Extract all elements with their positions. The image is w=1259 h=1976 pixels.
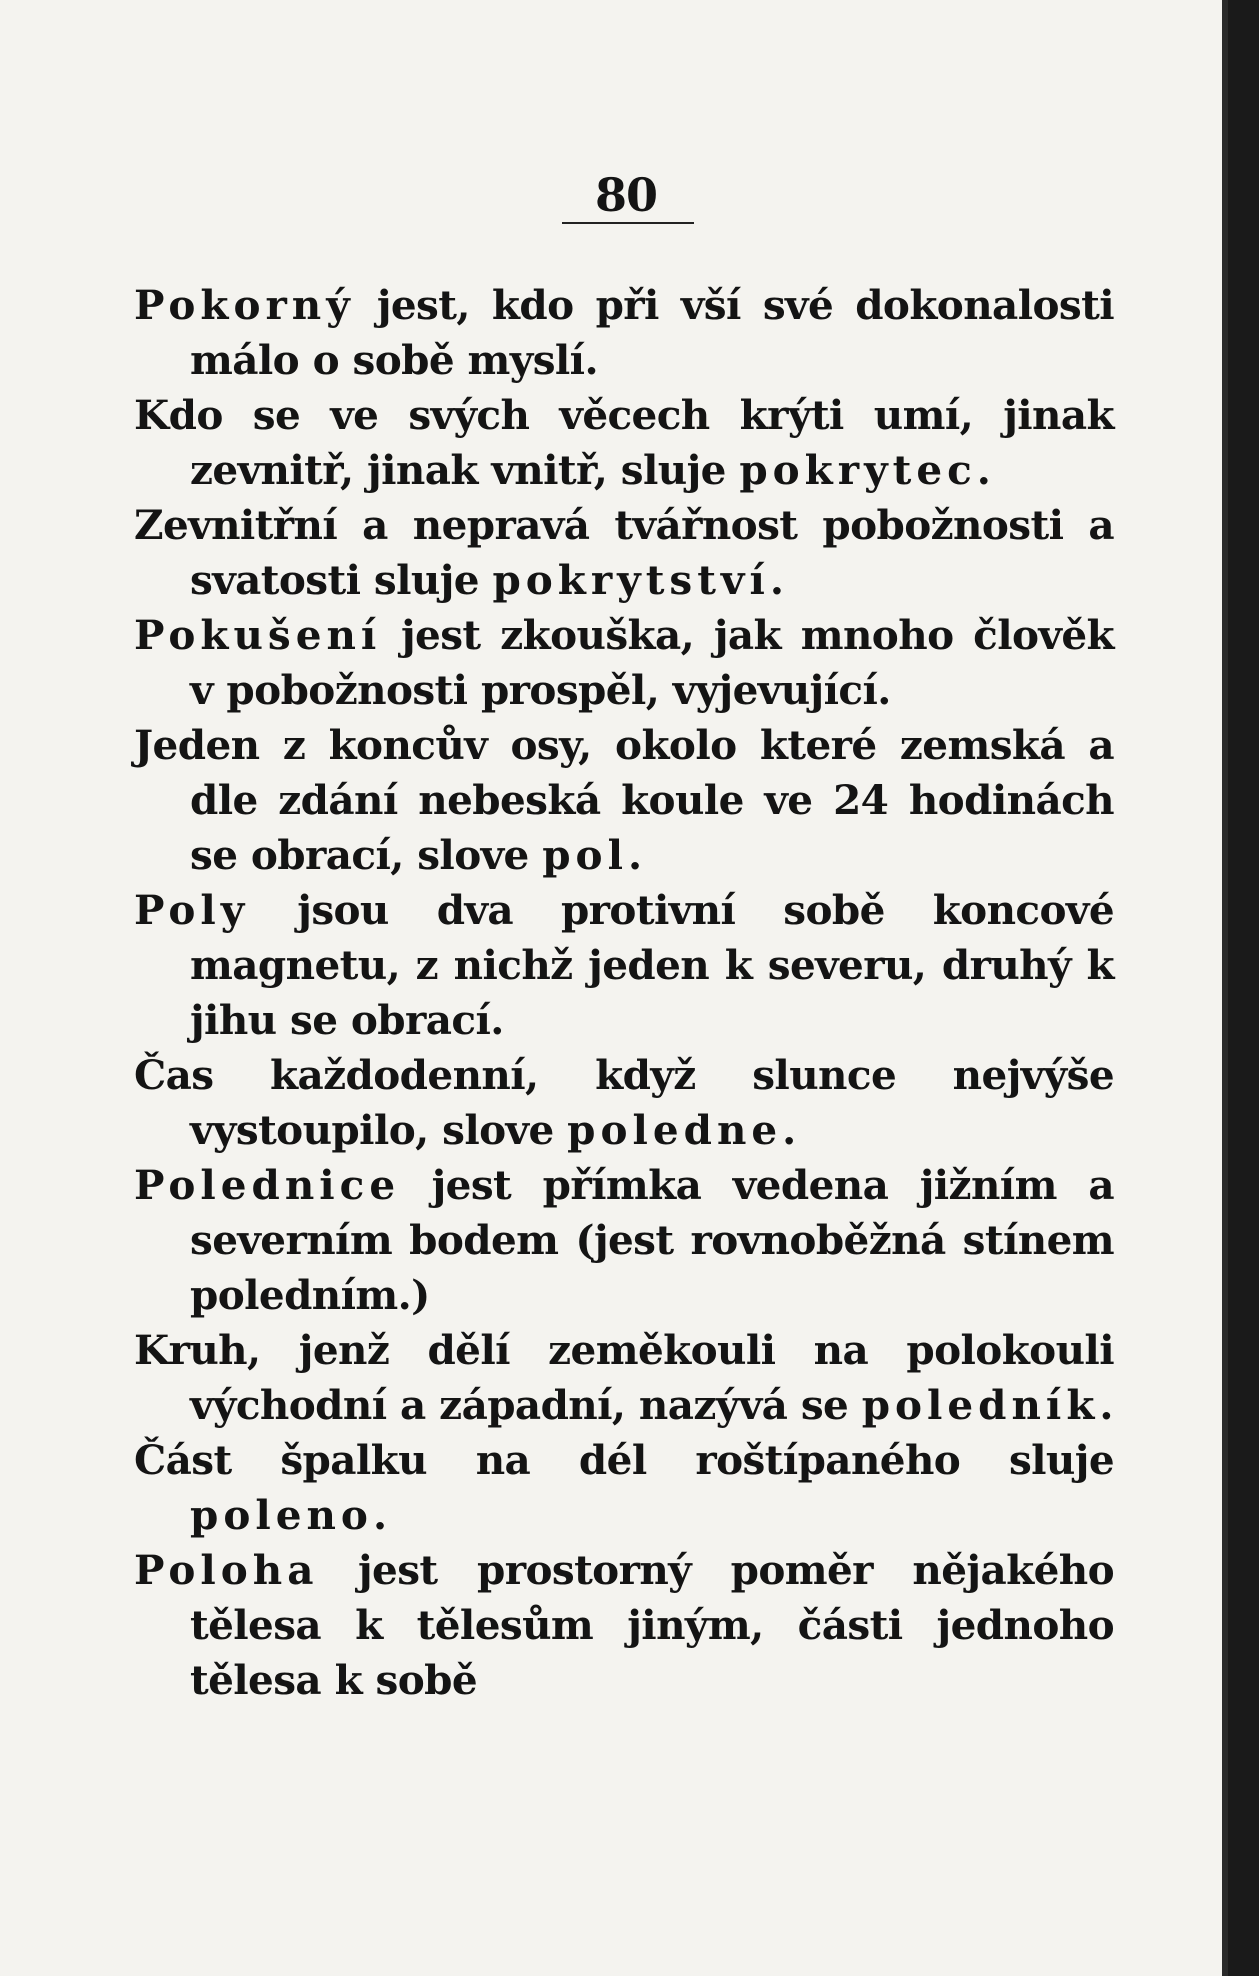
entry-text: Kdo se ve svých věcech krýti umí, jinak zevnitř, jinak vnitř, sluje bbox=[134, 391, 1114, 494]
entry-text: Kruh, jenž dělí zeměkouli na polokouli východní a západní, nazývá se bbox=[134, 1326, 1114, 1429]
entry-poloha bbox=[134, 1543, 1114, 1708]
dictionary-text bbox=[134, 278, 1114, 1708]
entry-pokuseni bbox=[134, 608, 1114, 718]
entry-pokrytec bbox=[134, 388, 1114, 498]
entry-poleno bbox=[134, 1433, 1114, 1543]
term: pokrytec bbox=[739, 446, 977, 494]
term: poleno bbox=[190, 1491, 373, 1539]
entry-polednice bbox=[134, 1158, 1114, 1323]
entry-text: jest prostorný poměr nějakého tělesa k tělesům jiným, části jednoho tělesa k sobě bbox=[190, 1546, 1114, 1704]
term: Pokušení bbox=[134, 611, 382, 659]
term: Polednice bbox=[134, 1161, 401, 1209]
entry-polednik bbox=[134, 1323, 1114, 1433]
term: Poloha bbox=[134, 1546, 319, 1594]
entry-tail: . bbox=[1099, 1381, 1113, 1429]
entry-tail: . bbox=[782, 1106, 796, 1154]
entry-tail: . bbox=[627, 831, 642, 879]
entry-poly bbox=[134, 883, 1114, 1048]
entry-tail: . bbox=[769, 556, 784, 604]
term: Poly bbox=[134, 886, 250, 934]
term: pol bbox=[542, 831, 628, 879]
entry-text: Část špalku na dél roštípaného sluje bbox=[134, 1436, 1114, 1484]
entry-tail: . bbox=[976, 446, 991, 494]
term: poledník bbox=[861, 1381, 1100, 1429]
entry-pokorny bbox=[134, 278, 1114, 388]
term: pokrytství bbox=[492, 556, 770, 604]
entry-text: jsou dva protivní sobě koncové magnetu, z nichž jeden k severu, druhý k jihu se obrací. bbox=[190, 886, 1114, 1044]
entry-text: jest přímka vedena jižním a severním bodem (jest rovnoběžná stínem poledním.) bbox=[190, 1161, 1114, 1319]
entry-text: jest zkouška, jak mnoho člověk v pobožnosti prospěl, vyjevující. bbox=[190, 611, 1114, 714]
term: Pokorný bbox=[134, 281, 355, 329]
entry-pokrytstvi bbox=[134, 498, 1114, 608]
entry-tail: . bbox=[372, 1491, 387, 1539]
entry-text: jest, kdo při vší své dokonalosti málo o sobě myslí. bbox=[190, 281, 1114, 384]
entry-pol bbox=[134, 718, 1114, 883]
term: poledne bbox=[567, 1106, 783, 1154]
page-number: 80 bbox=[594, 168, 657, 222]
entry-text: Čas každodenní, když slunce nejvýše vystoupilo, slove bbox=[134, 1051, 1114, 1154]
entry-text: Jeden z koncův osy, okolo které zemská a dle zdání nebeská koule ve 24 hodinách se obrací, slove bbox=[134, 721, 1114, 879]
page-number-rule bbox=[562, 222, 694, 224]
entry-text: Zevnitřní a nepravá tvářnost pobožnosti a svatosti sluje bbox=[134, 501, 1114, 604]
entry-poledne bbox=[134, 1048, 1114, 1158]
